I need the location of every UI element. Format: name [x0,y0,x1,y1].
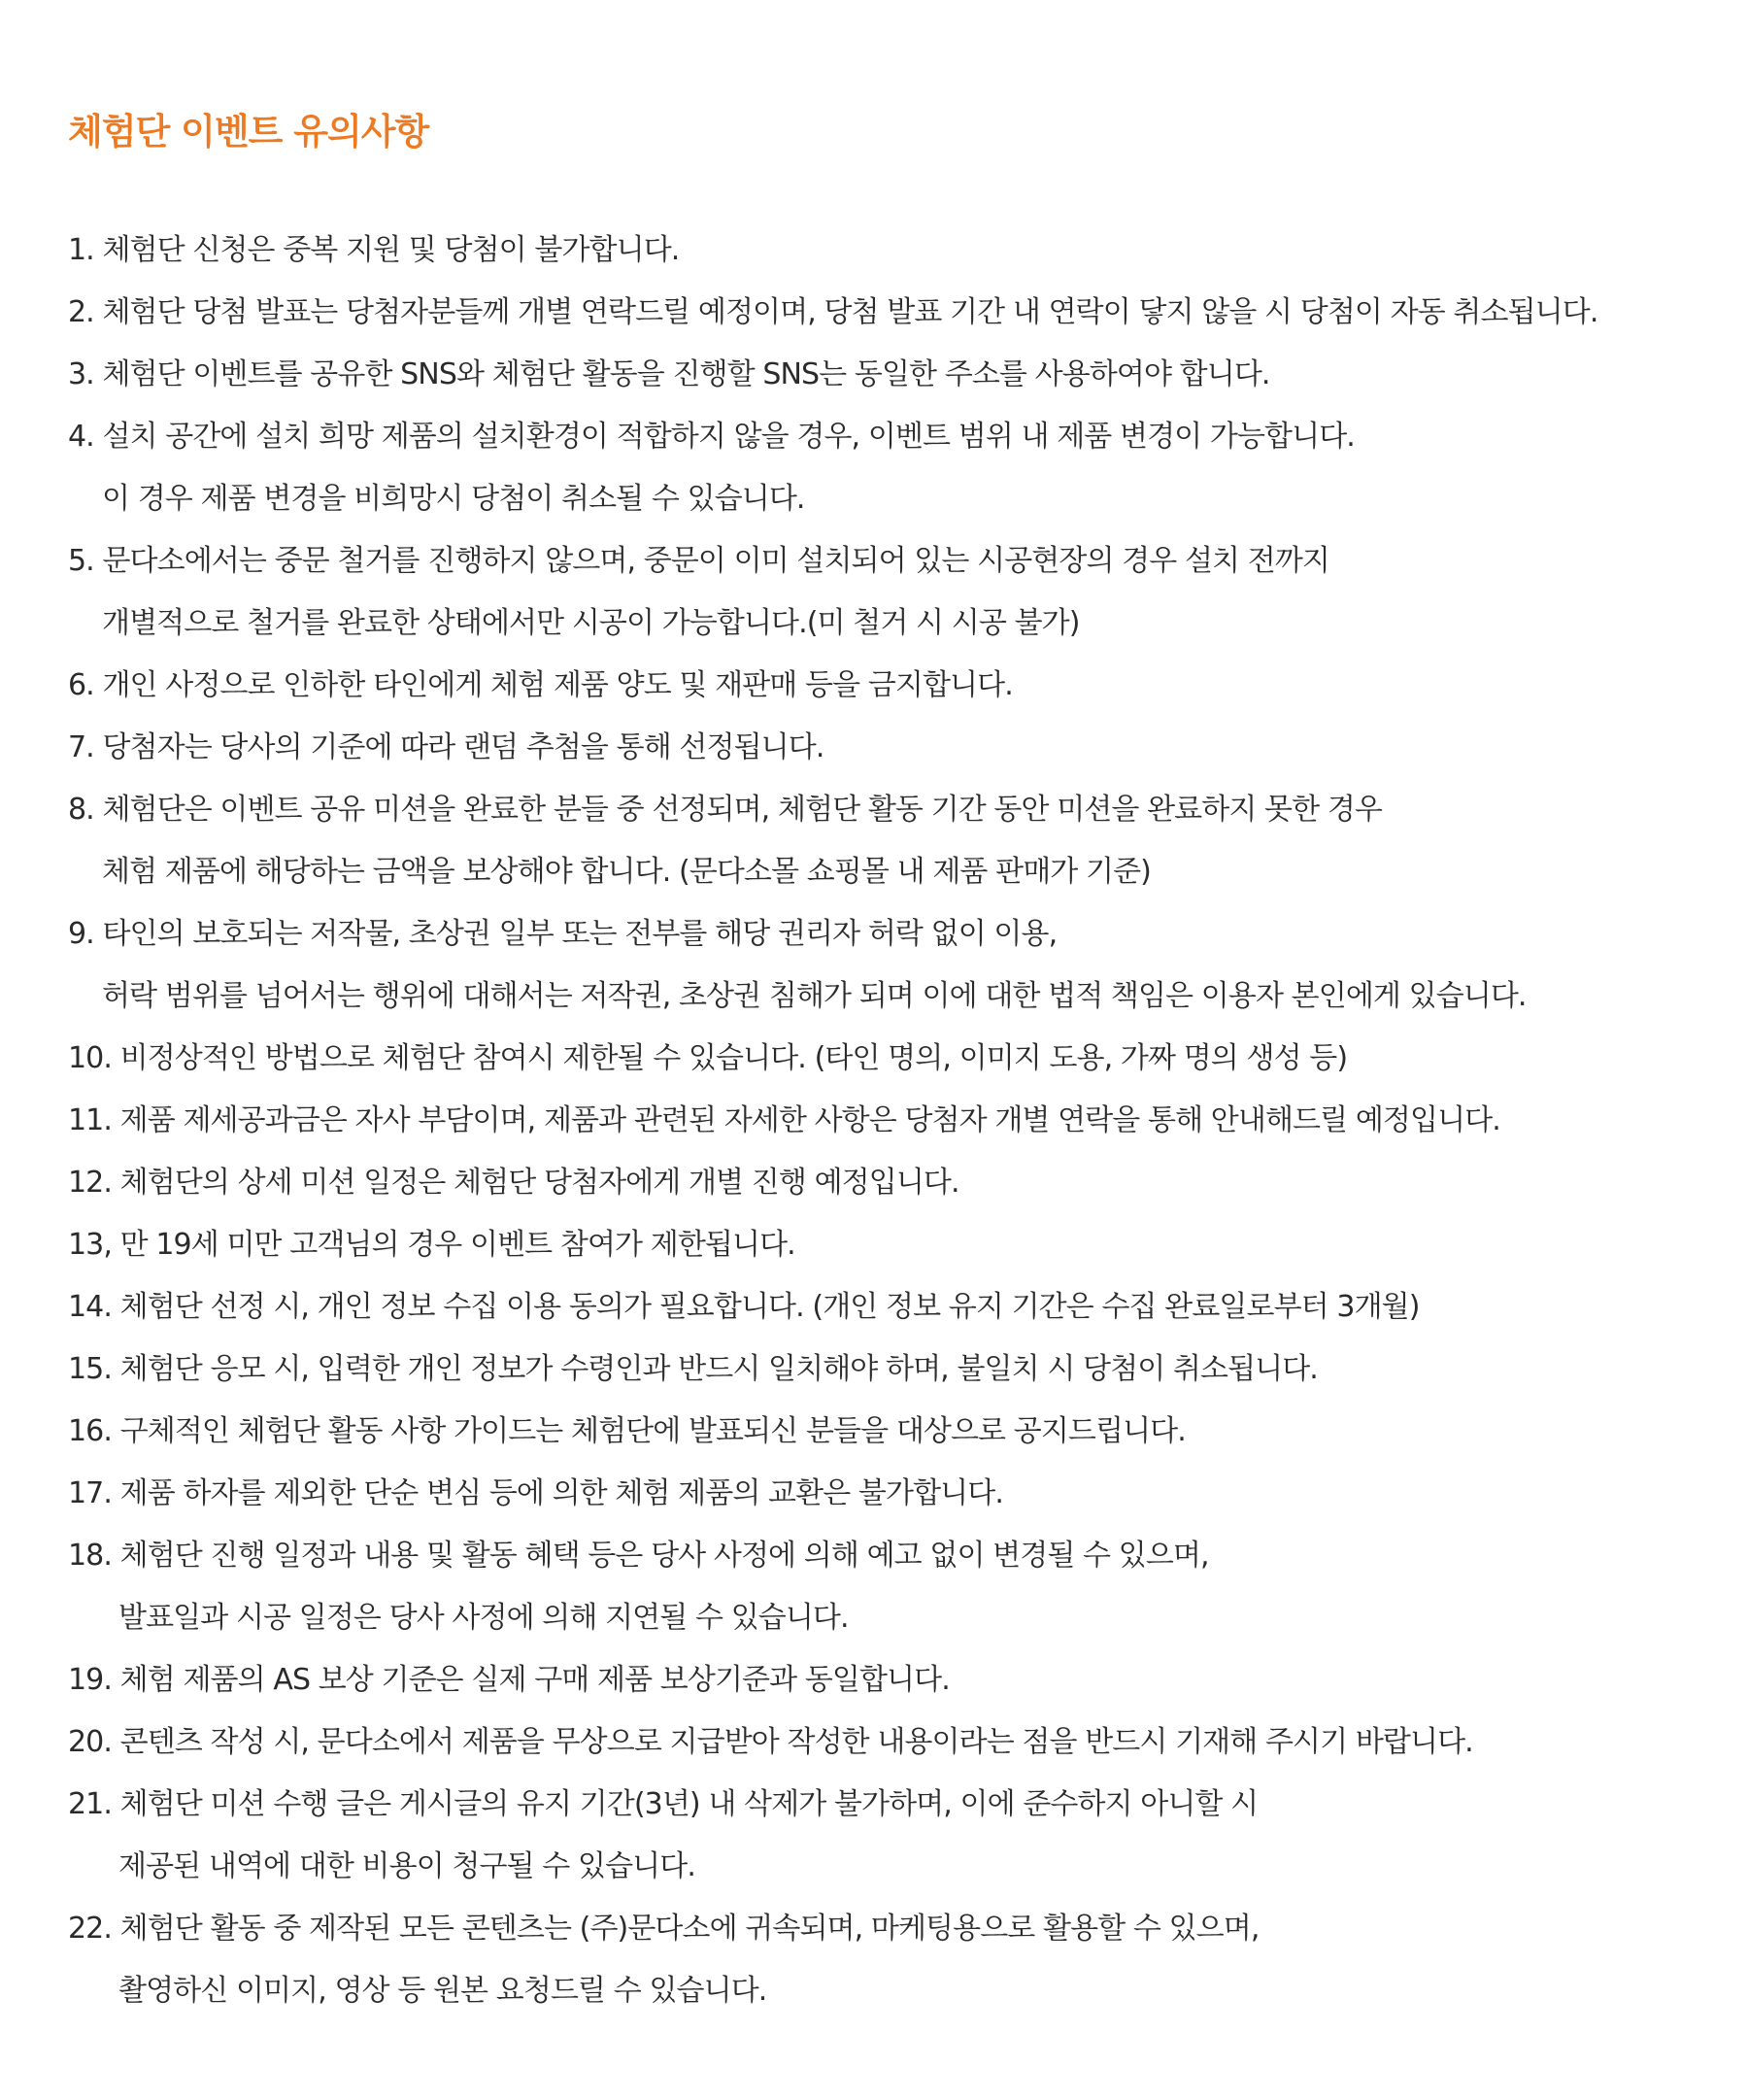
notice-item: 21. 체험단 미션 수행 글은 게시글의 유지 기간(3년) 내 삭제가 불가하며, 이에 준수하지 아니할 시 [68,1787,1259,1821]
notice-item-continuation: 체험 제품에 해당하는 금액을 보상해야 합니다. (문다소몰 쇼핑몰 내 제품 판매가 기준) [102,855,1151,889]
notice-item-continuation: 이 경우 제품 변경을 비희망시 당첨이 취소될 수 있습니다. [102,482,805,516]
notice-item: 1. 체험단 신청은 중복 지원 및 당첨이 불가합니다. [68,233,680,267]
notice-item: 19. 체험 제품의 AS 보상 기준은 실제 구매 제품 보상기준과 동일합니다. [68,1663,950,1697]
notice-item: 16. 구체적인 체험단 활동 사항 가이드는 체험단에 발표되신 분들을 대상으로 공지드립니다. [68,1414,1186,1448]
notice-item: 3. 체험단 이벤트를 공유한 SNS와 체험단 활동을 진행할 SNS는 동일한 주소를 사용하여야 합니다. [68,357,1270,391]
notice-item: 8. 체험단은 이벤트 공유 미션을 완료한 분들 중 선정되며, 체험단 활동 기간 동안 미션을 완료하지 못한 경우 [68,793,1382,827]
notice-item: 6. 개인 사정으로 인하한 타인에게 체험 제품 양도 및 재판매 등을 금지합니다. [68,668,1013,702]
notice-item: 2. 체험단 당첨 발표는 당첨자분들께 개별 연락드릴 예정이며, 당첨 발표 기간 내 연락이 닿지 않을 시 당첨이 자동 취소됩니다. [68,295,1598,329]
notice-item: 10. 비정상적인 방법으로 체험단 참여시 제한될 수 있습니다. (타인 명의, 이미지 도용, 가짜 명의 생성 등) [68,1041,1348,1075]
notice-item: 7. 당첨자는 당사의 기준에 따라 랜덤 추첨을 통해 선정됩니다. [68,730,824,764]
notice-item: 11. 제품 제세공과금은 자사 부담이며, 제품과 관련된 자세한 사항은 당첨자 개별 연락을 통해 안내해드릴 예정입니다. [68,1103,1500,1137]
notice-item-continuation: 발표일과 시공 일정은 당사 사정에 의해 지연될 수 있습니다. [118,1601,849,1635]
notice-item-continuation: 촬영하신 이미지, 영상 등 원본 요청드릴 수 있습니다. [118,1974,767,2008]
notice-item: 5. 문다소에서는 중문 철거를 진행하지 않으며, 중문이 이미 설치되어 있는 시공현장의 경우 설치 전까지 [68,544,1330,578]
notice-item: 18. 체험단 진행 일정과 내용 및 활동 혜택 등은 당사 사정에 의해 예고 없이 변경될 수 있으며, [68,1539,1209,1573]
notice-item: 14. 체험단 선정 시, 개인 정보 수집 이용 동의가 필요합니다. (개인 정보 유지 기간은 수집 완료일로부터 3개월) [68,1290,1420,1324]
notice-item: 4. 설치 공간에 설치 희망 제품의 설치환경이 적합하지 않을 경우, 이벤트 범위 내 제품 변경이 가능합니다. [68,420,1355,454]
notice-item: 15. 체험단 응모 시, 입력한 개인 정보가 수령인과 반드시 일치해야 하며, 불일치 시 당첨이 취소됩니다. [68,1352,1318,1386]
notice-item: 20. 콘텐츠 작성 시, 문다소에서 제품을 무상으로 지급받아 작성한 내용이라는 점을 반드시 기재해 주시기 바랍니다. [68,1725,1473,1759]
notice-item-continuation: 개별적으로 철거를 완료한 상태에서만 시공이 가능합니다.(미 철거 시 시공 불가) [102,606,1080,640]
notice-item: 13, 만 19세 미만 고객님의 경우 이벤트 참여가 제한됩니다. [68,1228,795,1262]
notice-item-continuation: 제공된 내역에 대한 비용이 청구될 수 있습니다. [118,1849,695,1883]
page-title: 체험단 이벤트 유의사항 [68,111,429,152]
notice-list [68,220,1709,2022]
notice-item: 22. 체험단 활동 중 제작된 모든 콘텐츠는 (주)문다소에 귀속되며, 마케팅용으로 활용할 수 있으며, [68,1912,1260,1946]
notice-item-continuation: 허락 범위를 넘어서는 행위에 대해서는 저작권, 초상권 침해가 되며 이에 대한 법적 책임은 이용자 본인에게 있습니다. [102,979,1527,1013]
notice-item: 12. 체험단의 상세 미션 일정은 체험단 당첨자에게 개별 진행 예정입니다. [68,1166,959,1200]
notice-item: 17. 제품 하자를 제외한 단순 변심 등에 의한 체험 제품의 교환은 불가합니다. [68,1476,1003,1510]
notice-item: 9. 타인의 보호되는 저작물, 초상권 일부 또는 전부를 해당 권리자 허락 없이 이용, [68,917,1058,951]
